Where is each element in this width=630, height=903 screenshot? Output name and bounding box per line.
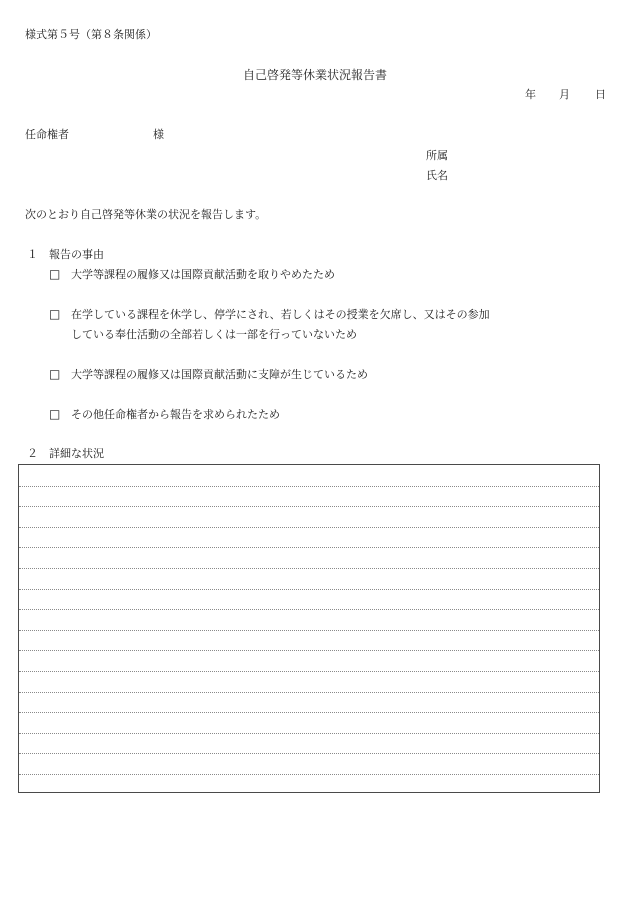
checkbox-icon[interactable]: □ bbox=[49, 307, 61, 321]
reason-text-continued: している奉仕活動の全部若しくは一部を行っていないため bbox=[71, 328, 357, 341]
section2-title: 詳細な状況 bbox=[49, 447, 104, 460]
section2-number: ２ bbox=[27, 447, 38, 460]
details-ruled-line bbox=[19, 671, 599, 672]
details-ruled-line bbox=[19, 527, 599, 528]
intro-text: 次のとおり自己啓発等休業の状況を報告します。 bbox=[25, 208, 267, 221]
form-number: 様式第５号（第８条関係） bbox=[25, 28, 157, 41]
addressee-label[interactable]: 任命権者 bbox=[25, 128, 69, 141]
details-text-area[interactable] bbox=[18, 464, 600, 793]
details-ruled-line bbox=[19, 692, 599, 693]
date-day-label[interactable]: 日 bbox=[595, 88, 606, 101]
date-month-label[interactable]: 月 bbox=[559, 88, 570, 101]
details-ruled-line bbox=[19, 630, 599, 631]
details-ruled-line bbox=[19, 568, 599, 569]
affiliation-field[interactable]: 所属 bbox=[426, 149, 448, 162]
details-ruled-line bbox=[19, 486, 599, 487]
page-title: 自己啓発等休業状況報告書 bbox=[242, 68, 387, 82]
details-ruled-line bbox=[19, 753, 599, 754]
details-ruled-line bbox=[19, 733, 599, 734]
date-year-label[interactable]: 年 bbox=[525, 88, 536, 101]
reason-text: 大学等課程の履修又は国際貢献活動を取りやめたため bbox=[71, 268, 335, 281]
details-ruled-line bbox=[19, 609, 599, 610]
details-ruled-line bbox=[19, 650, 599, 651]
section1-title: 報告の事由 bbox=[49, 248, 104, 261]
checkbox-icon[interactable]: □ bbox=[49, 367, 61, 381]
details-ruled-line bbox=[19, 589, 599, 590]
checkbox-icon[interactable]: □ bbox=[49, 407, 61, 421]
addressee-suffix: 様 bbox=[153, 128, 164, 141]
reason-text: 大学等課程の履修又は国際貢献活動に支障が生じているため bbox=[71, 368, 368, 381]
checkbox-icon[interactable]: □ bbox=[49, 267, 61, 281]
reason-text: その他任命権者から報告を求められたため bbox=[71, 408, 280, 421]
details-ruled-line bbox=[19, 506, 599, 507]
details-ruled-line bbox=[19, 774, 599, 775]
details-ruled-line bbox=[19, 547, 599, 548]
section1-number: １ bbox=[27, 248, 38, 261]
reason-text: 在学している課程を休学し、停学にされ、若しくはその授業を欠席し、又はその参加 bbox=[71, 308, 490, 321]
details-ruled-line bbox=[19, 712, 599, 713]
name-field[interactable]: 氏名 bbox=[426, 169, 448, 182]
